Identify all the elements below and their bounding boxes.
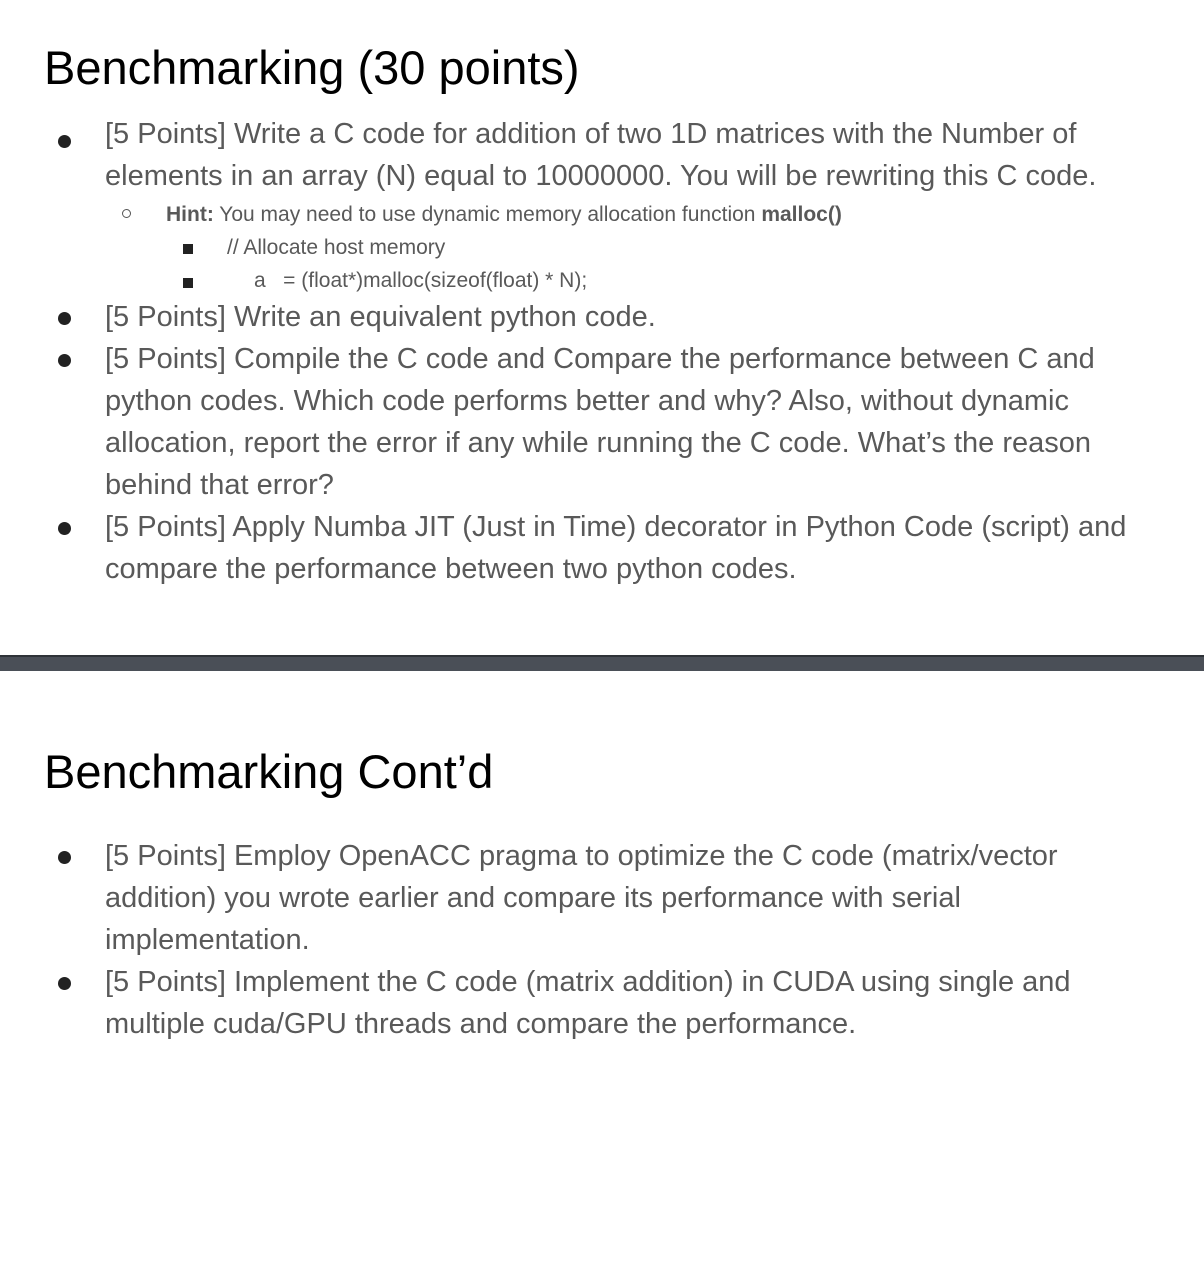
hint-body: You may need to use dynamic memory allocation function <box>213 203 762 226</box>
bullet-dot-icon <box>58 977 71 990</box>
square-bullet-icon <box>183 278 193 288</box>
bullet-dot-icon <box>58 522 71 535</box>
bullet-dot-icon <box>58 851 71 864</box>
bullet-text: [5 Points] Implement the C code (matrix addition) in CUDA using single and multiple cuda/GPU threads and compare the performance. <box>105 966 1071 1040</box>
bullet-text: [5 Points] Write a C code for addition of two 1D matrices with the Number of elements in an array (N) equal to 10000000. You will be rewriting this C code. <box>105 118 1097 192</box>
square-bullet-icon <box>183 244 193 254</box>
bullet-text: [5 Points] Compile the C code and Compare the performance between C and python codes. Which code performs better and why? Also, without dynamic allocation, report the error if any while running the C code. What’s the reason behind that error? <box>105 343 1095 501</box>
bullet-text: [5 Points] Apply Numba JIT (Just in Time) decorator in Python Code (script) and compare the performance between two python codes. <box>105 511 1127 585</box>
bullet-dot-icon <box>58 312 71 325</box>
hint-label: Hint: <box>166 203 214 226</box>
bullet-dot-icon <box>58 354 71 367</box>
slide-divider <box>0 655 1204 671</box>
hollow-circle-bullet-icon <box>122 209 131 218</box>
code-comment: // Allocate host memory <box>227 236 446 259</box>
bullet-text: [5 Points] Write an equivalent python code. <box>105 301 656 333</box>
code-line: a = (float*)malloc(sizeof(float) * N); <box>254 269 588 292</box>
hint-function: malloc() <box>761 203 842 226</box>
slide-title: Benchmarking (30 points) <box>44 41 580 94</box>
bullet-dot-icon <box>58 135 71 148</box>
bullet-text: [5 Points] Employ OpenACC pragma to optimize the C code (matrix/vector addition) you wrote earlier and compare its performance with serial implementation. <box>105 840 1058 956</box>
code-comment-item <box>0 231 1204 264</box>
code-line-item <box>0 264 1204 297</box>
hint-text <box>166 198 842 231</box>
hint-item <box>0 198 1204 231</box>
slide-benchmarking-contd <box>0 671 1204 1278</box>
slide-title: Benchmarking Cont’d <box>44 745 494 798</box>
